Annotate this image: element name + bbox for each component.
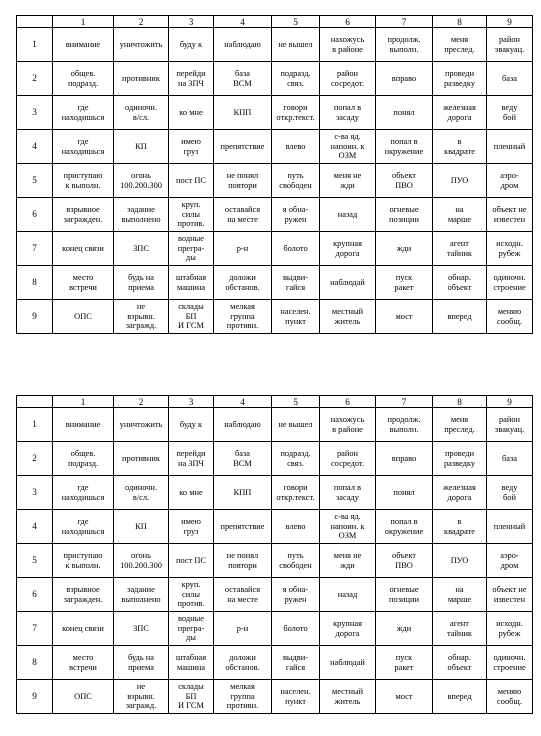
code-cell: продолж. выполн.	[376, 28, 433, 62]
code-cell: меняю сообщ.	[487, 300, 533, 334]
code-cell: одиночн. строение	[487, 266, 533, 300]
table-row	[17, 28, 533, 62]
code-cell: крупная дорога	[320, 612, 376, 646]
code-cell: жди	[376, 612, 433, 646]
code-cell: путь свободен	[272, 164, 320, 198]
row-number: 2	[17, 442, 53, 476]
code-cell: КПП	[214, 96, 272, 130]
code-cell: обнар. объект	[433, 646, 487, 680]
row-number: 7	[17, 232, 53, 266]
code-cell: аэро- дром	[487, 164, 533, 198]
column-header: 1	[53, 16, 114, 28]
code-cell: конец связи	[53, 232, 114, 266]
code-cell: крупная дорога	[320, 232, 376, 266]
code-cell: мелкая группа противн.	[214, 300, 272, 334]
code-cell: база	[487, 442, 533, 476]
column-header: 5	[272, 396, 320, 408]
code-cell: в квадрате	[433, 130, 487, 164]
code-cell: объект не известен	[487, 578, 533, 612]
code-cell: где находишься	[53, 510, 114, 544]
table-row	[17, 62, 533, 96]
code-cell: КП	[114, 510, 169, 544]
code-cell: приступаю к выполн.	[53, 544, 114, 578]
code-cell: приступаю к выполн.	[53, 164, 114, 198]
table-row	[17, 232, 533, 266]
code-cell: задание выполнено	[114, 198, 169, 232]
table-row	[17, 544, 533, 578]
code-cell: пуск ракет	[376, 646, 433, 680]
code-cell: не взрывн. загражд.	[114, 680, 169, 714]
code-cell: говори откр.текст.	[272, 476, 320, 510]
code-cell: населен. пункт	[272, 680, 320, 714]
table-row	[17, 198, 533, 232]
code-cell: внимание	[53, 408, 114, 442]
row-number: 6	[17, 198, 53, 232]
code-cell: противник	[114, 62, 169, 96]
code-cell: меня преслед.	[433, 408, 487, 442]
code-cell: одиночн. в/сл.	[114, 96, 169, 130]
corner-cell	[17, 16, 53, 28]
row-number: 1	[17, 408, 53, 442]
row-number: 7	[17, 612, 53, 646]
code-cell: не вышел	[272, 28, 320, 62]
code-cell: влево	[272, 130, 320, 164]
row-number: 4	[17, 510, 53, 544]
code-cell: доложи обстанов.	[214, 266, 272, 300]
table-row	[17, 476, 533, 510]
code-cell: выдви- гайся	[272, 646, 320, 680]
code-cell: вперед	[433, 300, 487, 334]
table-row	[17, 300, 533, 334]
code-cell: наблюдаю	[214, 28, 272, 62]
code-cell: район эвакуац.	[487, 28, 533, 62]
code-cell: мелкая группа противн.	[214, 680, 272, 714]
column-header: 3	[169, 16, 214, 28]
code-cell: веду бой	[487, 96, 533, 130]
code-cell: штабная машина	[169, 646, 214, 680]
code-table-top	[16, 15, 533, 334]
code-cell: водные прегра- ды	[169, 232, 214, 266]
row-number: 8	[17, 646, 53, 680]
row-number: 8	[17, 266, 53, 300]
row-number: 6	[17, 578, 53, 612]
table-row	[17, 578, 533, 612]
code-cell: взрывное загражден.	[53, 198, 114, 232]
code-cell: с-ва яд. напоин. к ОЗМ	[320, 510, 376, 544]
code-cell: обнар. объект	[433, 266, 487, 300]
table-row	[17, 266, 533, 300]
code-cell: аэро- дром	[487, 544, 533, 578]
table-row	[17, 680, 533, 714]
code-cell: где находишься	[53, 476, 114, 510]
code-cell: назад	[320, 578, 376, 612]
code-cell: не взрывн. загражд.	[114, 300, 169, 334]
row-number: 9	[17, 680, 53, 714]
code-cell: одиночн. строение	[487, 646, 533, 680]
row-number: 9	[17, 300, 53, 334]
code-cell: р-н	[214, 612, 272, 646]
code-cell: подразд. связ.	[272, 442, 320, 476]
row-number: 3	[17, 96, 53, 130]
code-cell: наблюдаю	[214, 408, 272, 442]
code-cell: не понял повтори	[214, 164, 272, 198]
code-cell: буду к	[169, 28, 214, 62]
code-cell: буду к	[169, 408, 214, 442]
code-cell: оставайся на месте	[214, 198, 272, 232]
code-cell: меняю сообщ.	[487, 680, 533, 714]
code-cell: проведи разведку	[433, 62, 487, 96]
code-cell: перейди на ЗПЧ	[169, 442, 214, 476]
code-cell: объект не известен	[487, 198, 533, 232]
code-cell: имею груз	[169, 130, 214, 164]
code-cell: ко мне	[169, 476, 214, 510]
code-cell: ОПС	[53, 300, 114, 334]
code-cell: ПУО	[433, 544, 487, 578]
code-cell: жди	[376, 232, 433, 266]
code-cell: выдви- гайся	[272, 266, 320, 300]
code-cell: нахожусь в районе	[320, 408, 376, 442]
row-number: 5	[17, 164, 53, 198]
code-cell: ПУО	[433, 164, 487, 198]
code-cell: огонь 100.200.300	[114, 544, 169, 578]
code-cell: подразд. связ.	[272, 62, 320, 96]
code-cell: понял	[376, 96, 433, 130]
code-cell: исходн. рубеж	[487, 612, 533, 646]
header-row	[17, 396, 533, 408]
code-cell: общев. подразд.	[53, 442, 114, 476]
code-cell: препятствие	[214, 510, 272, 544]
code-cell: задание выполнено	[114, 578, 169, 612]
code-cell: болото	[272, 232, 320, 266]
code-cell: агент тайник	[433, 232, 487, 266]
code-cell: вправо	[376, 62, 433, 96]
code-cell: на марше	[433, 578, 487, 612]
code-cell: объект ПВО	[376, 544, 433, 578]
code-cell: попал в засаду	[320, 476, 376, 510]
code-cell: конец связи	[53, 612, 114, 646]
code-cell: район сосредот.	[320, 62, 376, 96]
column-header: 3	[169, 396, 214, 408]
code-cell: с-ва яд. напоин. к ОЗМ	[320, 130, 376, 164]
code-cell: круп. силы против.	[169, 198, 214, 232]
code-cell: оставайся на месте	[214, 578, 272, 612]
table-row	[17, 408, 533, 442]
code-cell: исходн. рубеж	[487, 232, 533, 266]
code-cell: меня преслед.	[433, 28, 487, 62]
code-cell: одиночн. в/сл.	[114, 476, 169, 510]
code-cell: попал в окружение	[376, 510, 433, 544]
code-cell: проведи разведку	[433, 442, 487, 476]
code-cell: база ВСМ	[214, 442, 272, 476]
code-cell: веду бой	[487, 476, 533, 510]
code-cell: внимание	[53, 28, 114, 62]
code-cell: склады БП И ГСМ	[169, 300, 214, 334]
table-row	[17, 646, 533, 680]
column-header: 2	[114, 16, 169, 28]
code-cell: будь на приема	[114, 266, 169, 300]
column-header: 8	[433, 16, 487, 28]
code-cell: назад	[320, 198, 376, 232]
code-cell: на марше	[433, 198, 487, 232]
code-cell: КП	[114, 130, 169, 164]
code-cell: препятствие	[214, 130, 272, 164]
header-row	[17, 16, 533, 28]
row-number: 1	[17, 28, 53, 62]
column-header: 7	[376, 396, 433, 408]
code-cell: меня не жди	[320, 164, 376, 198]
code-cell: местный житель	[320, 680, 376, 714]
code-cell: общев. подразд.	[53, 62, 114, 96]
table-row	[17, 164, 533, 198]
code-cell: нахожусь в районе	[320, 28, 376, 62]
table-row	[17, 442, 533, 476]
code-cell: ЗПС	[114, 232, 169, 266]
column-header: 1	[53, 396, 114, 408]
code-cell: мост	[376, 680, 433, 714]
column-header: 8	[433, 396, 487, 408]
code-cell: пуск ракет	[376, 266, 433, 300]
code-cell: вправо	[376, 442, 433, 476]
table-row	[17, 510, 533, 544]
code-cell: ко мне	[169, 96, 214, 130]
code-cell: пост ПС	[169, 164, 214, 198]
code-cell: огневые позиции	[376, 578, 433, 612]
row-number: 4	[17, 130, 53, 164]
code-cell: попал в окружение	[376, 130, 433, 164]
code-cell: место встречи	[53, 646, 114, 680]
code-cell: огневые позиции	[376, 198, 433, 232]
column-header: 9	[487, 16, 533, 28]
table-row	[17, 96, 533, 130]
row-number: 3	[17, 476, 53, 510]
code-cell: понял	[376, 476, 433, 510]
code-cell: я обна- ружен	[272, 198, 320, 232]
column-header: 5	[272, 16, 320, 28]
code-cell: где находишься	[53, 96, 114, 130]
code-cell: штабная машина	[169, 266, 214, 300]
column-header: 4	[214, 396, 272, 408]
code-cell: пленный	[487, 130, 533, 164]
code-cell: база ВСМ	[214, 62, 272, 96]
code-cell: влево	[272, 510, 320, 544]
row-number: 5	[17, 544, 53, 578]
code-cell: пленный	[487, 510, 533, 544]
code-cell: ОПС	[53, 680, 114, 714]
code-cell: водные прегра- ды	[169, 612, 214, 646]
code-cell: доложи обстанов.	[214, 646, 272, 680]
code-cell: меня не жди	[320, 544, 376, 578]
code-cell: попал в засаду	[320, 96, 376, 130]
code-cell: ЗПС	[114, 612, 169, 646]
code-cell: база	[487, 62, 533, 96]
code-cell: железная дорога	[433, 476, 487, 510]
code-cell: наблюдай	[320, 646, 376, 680]
code-cell: район эвакуац.	[487, 408, 533, 442]
column-header: 9	[487, 396, 533, 408]
table-row	[17, 130, 533, 164]
column-header: 7	[376, 16, 433, 28]
code-cell: круп. силы против.	[169, 578, 214, 612]
table-row	[17, 612, 533, 646]
code-table-bottom	[16, 395, 533, 714]
column-header: 4	[214, 16, 272, 28]
code-cell: огонь 100.200.300	[114, 164, 169, 198]
code-cell: наблюдай	[320, 266, 376, 300]
code-cell: населен. пункт	[272, 300, 320, 334]
code-cell: агент тайник	[433, 612, 487, 646]
code-cell: р-н	[214, 232, 272, 266]
code-cell: где находишься	[53, 130, 114, 164]
column-header: 6	[320, 396, 376, 408]
code-cell: объект ПВО	[376, 164, 433, 198]
code-cell: КПП	[214, 476, 272, 510]
code-cell: противник	[114, 442, 169, 476]
code-cell: я обна- ружен	[272, 578, 320, 612]
code-cell: болото	[272, 612, 320, 646]
code-cell: пост ПС	[169, 544, 214, 578]
code-cell: взрывное загражден.	[53, 578, 114, 612]
code-cell: мост	[376, 300, 433, 334]
code-cell: район сосредот.	[320, 442, 376, 476]
code-cell: склады БП И ГСМ	[169, 680, 214, 714]
code-cell: путь свободен	[272, 544, 320, 578]
corner-cell	[17, 396, 53, 408]
code-cell: место встречи	[53, 266, 114, 300]
code-cell: перейди на ЗПЧ	[169, 62, 214, 96]
code-cell: уничтожить	[114, 28, 169, 62]
code-cell: говори откр.текст.	[272, 96, 320, 130]
code-cell: продолж. выполн.	[376, 408, 433, 442]
code-cell: будь на приема	[114, 646, 169, 680]
column-header: 6	[320, 16, 376, 28]
code-cell: в квадрате	[433, 510, 487, 544]
code-cell: имею груз	[169, 510, 214, 544]
column-header: 2	[114, 396, 169, 408]
code-cell: уничтожить	[114, 408, 169, 442]
code-cell: не понял повтори	[214, 544, 272, 578]
code-cell: не вышел	[272, 408, 320, 442]
row-number: 2	[17, 62, 53, 96]
code-cell: местный житель	[320, 300, 376, 334]
code-cell: вперед	[433, 680, 487, 714]
code-cell: железная дорога	[433, 96, 487, 130]
